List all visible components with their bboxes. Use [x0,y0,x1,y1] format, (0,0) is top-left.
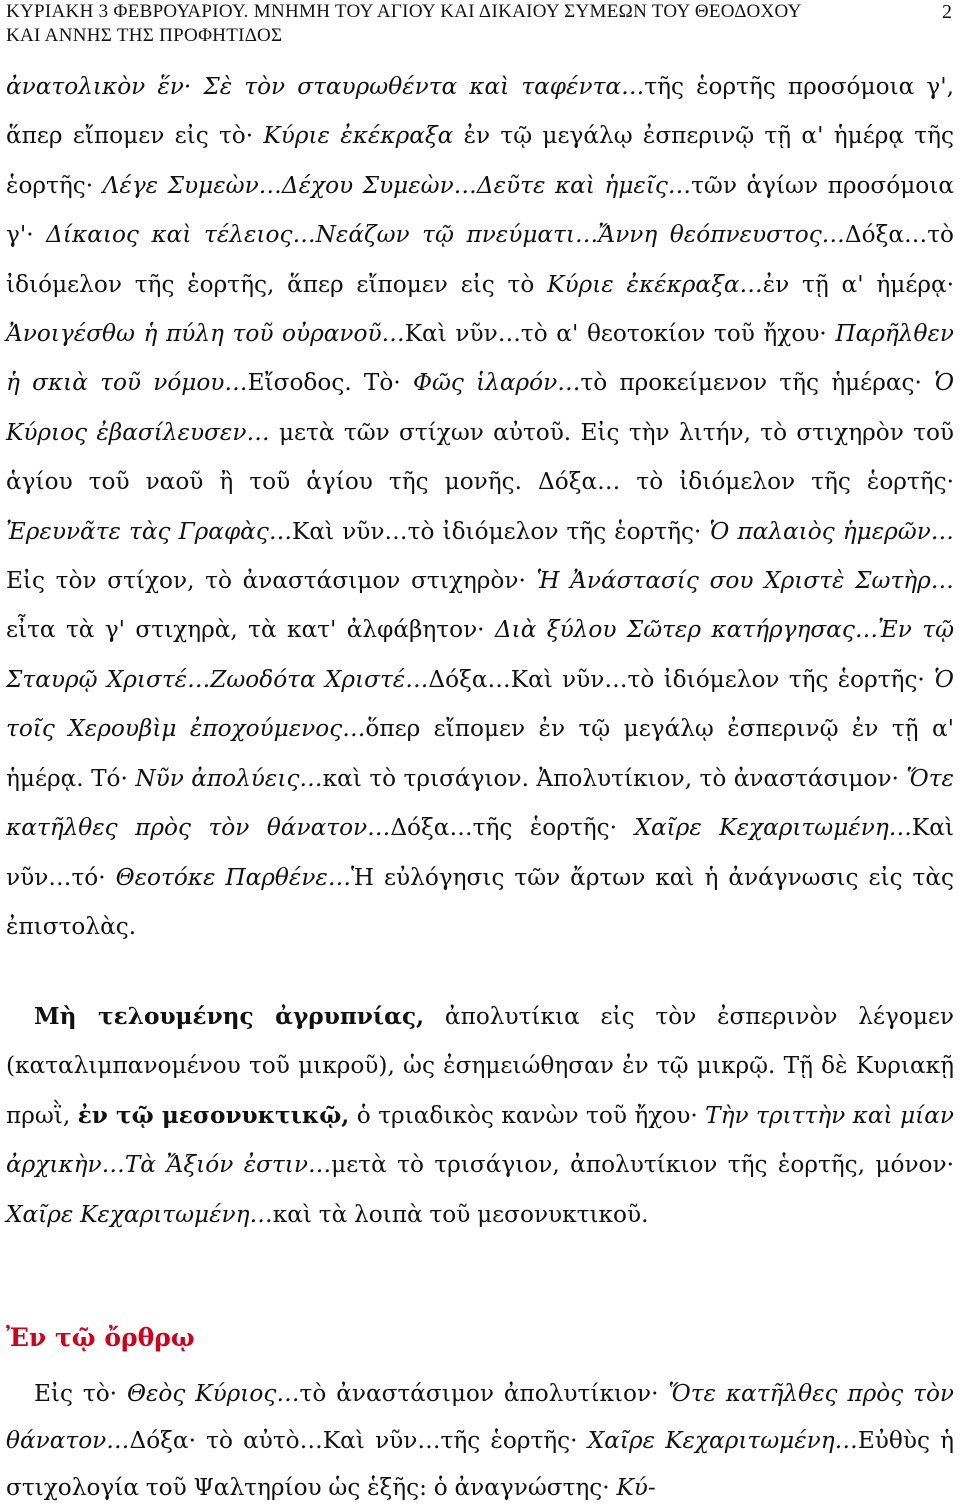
para1-segment: Καὶ νῦν…τὸ α' θεοτοκίον τοῦ ἤχου· [404,320,836,348]
paragraph-vespers [6,62,954,951]
para1-segment: Καὶ νῦν…τό· [6,814,954,891]
para1-segment: Ἡ εὐλόγησις τῶν ἄρτων καὶ ἡ ἀνάγνωσις εἰς τὰς ἐπιστολὰς. [6,863,954,940]
para1-segment: ἀνατολικὸν ἕν· Σὲ τὸν σταυρωθέντα καὶ ταφέντα… [6,73,645,100]
paragraph-orthros [6,1370,954,1511]
para1-segment: ἐν τῇ α' ἡμέρᾳ· [762,270,954,298]
para1-segment: τῆς ἑορτῆς προσόμοια γ', ἅπερ εἴπομεν εἰς τὸ· [6,73,954,150]
para1-segment: Νῦν ἀπολύεις… [135,764,323,792]
para1-segment: Εἰς τὸν στίχον, τὸ ἀναστάσιμον στιχηρὸν· [6,567,537,595]
para2-segment: Χαῖρε Κεχαριτωμένη… [6,1200,273,1228]
para1-segment: μετὰ τῶν στίχων αὐτοῦ. Εἰς τὴν λιτήν, τὸ στιχηρὸν τοῦ ἁγίου τοῦ ναοῦ ἢ τοῦ ἁγίου τῆς μονῆς. Δόξα… τὸ ἰδιόμελον τῆς ἑορτῆς· [6,418,954,496]
para1-segment: Κύριε ἐκέκραξα [263,122,454,150]
para2-segment: μετὰ τὸ τρισάγιον, ἀπολυτίκιον τῆς ἑορτῆς, μόνον· [331,1151,954,1179]
page-number: 2 [942,1,952,23]
para1-segment: Λέγε Συμεὼν…Δέχου Συμεὼν…Δεῦτε καὶ ἡμεῖς… [102,171,692,199]
para1-segment: Παρῆλθεν ἡ σκιὰ τοῦ νόμου… [6,320,955,397]
para1-segment: Ἡ Ἀνάστασίς σου Χριστὲ Σωτὴρ… [536,567,954,595]
para1-segment: Χαῖρε Κεχαριτωμένη… [634,814,912,842]
para1-segment: Ὁ παλαιὸς ἡμερῶν… [709,517,954,545]
header-title-line2: ΚΑΙ ΑΝΝΗΣ ΤΗΣ ΠΡΟΦΗΤΙΔΟΣ [6,25,283,46]
para1-segment: καὶ τὸ τρισάγιον. Ἀπολυτίκιον, τὸ ἀναστάσιμον· [322,764,907,792]
para1-segment: ὅπερ εἴπομεν ἐν τῷ μεγάλῳ ἐσπερινῷ ἐν τῇ α' ἡμέρᾳ. Τό· [6,715,955,792]
para1-segment: Δόξα…τῆς ἑορτῆς· [390,814,635,842]
para2-segment: ὁ τριαδικὸς κανὼν τοῦ ἤχου· [349,1101,706,1129]
para3-segment: Χαῖρε Κεχαριτωμένη… [587,1427,858,1454]
para1-segment: Κύριε ἐκέκραξα… [547,270,763,298]
running-header [6,0,936,48]
para1-segment: Καὶ νῦν…τὸ ἰδιόμελον τῆς ἑορτῆς· [292,517,710,545]
para1-segment: τῶν ἁγίων προσόμοια γ'· [6,171,954,249]
para3-segment: Εὐθὺς ἡ στιχολογία τοῦ Ψαλτηρίου ὡς ἑξῆς: ὁ ἀναγνώστης· [6,1427,954,1501]
para1-segment: ἐν τῷ μεγάλῳ ἐσπερινῷ τῇ α' ἡμέρᾳ τῆς ἑορτῆς· [6,122,954,199]
paragraph-no-vigil [6,992,954,1239]
para1-segment: Φῶς ἱλαρόν… [412,369,581,397]
para3-segment: Δόξα· τὸ αὐτὸ…Καὶ νῦν…τῆς ἑορτῆς· [129,1427,588,1454]
para3-segment: Θεὸς Κύριος… [126,1380,300,1407]
para1-segment: Ὅτε κατῆλθες πρὸς τὸν θάνατον… [6,764,954,842]
para3-segment: Κύ- [616,1474,656,1501]
para2-segment: Μὴ τελουμένης ἀγρυπνίας, [34,1003,425,1030]
para2-segment: ἀπολυτίκια εἰς τὸν ἐσπερινὸν λέγομεν (καταλιμπανομένου τοῦ μικροῦ), ὡς ἐσημειώθησαν ἐν τῷ μικρῷ. Τῇ δὲ Κυριακῇ πρωῒ, [6,1003,954,1129]
para2-segment: Τὴν τριττὴν καὶ μίαν ἀρχικὴν…Τὰ Ἄξιόν ἐστιν… [6,1101,954,1179]
para1-segment: εἶτα τὰ γ' στιχηρὰ, τὰ κατ' ἀλφάβητον· [6,616,495,644]
para2-segment: καὶ τὰ λοιπὰ τοῦ μεσονυκτικοῦ. [272,1200,649,1228]
para1-segment: Δόξα…Καὶ νῦν…τὸ ἰδιόμελον τῆς ἑορτῆς· [428,665,935,693]
header-title-line1: ΚΥΡΙΑΚΗ 3 ΦΕΒΡΟΥΑΡΙΟΥ. ΜΝΗΜΗ ΤΟΥ ΑΓΙΟΥ ΚΑΙ ΔΙΚΑΙΟΥ ΣΥΜΕΩΝ ΤΟΥ ΘΕΟΔΟΧΟΥ [6,1,802,22]
para1-segment: Ἐρευνᾶτε τὰς Γραφὰς… [6,517,293,545]
para1-segment: Δίκαιος καὶ τέλειος…Νεάζων τῷ πνεύματι…Ἄννη θεόπνευστος… [46,221,845,249]
para1-segment: Δόξα…τὸ ἰδιόμελον τῆς ἑορτῆς, ἅπερ εἴπομεν εἰς τὸ [6,221,954,298]
para2-segment: ἐν τῷ μεσονυκτικῷ, [77,1101,350,1129]
para3-segment: Ὅτε κατῆλθες πρὸς τὸν θάνατον… [6,1380,955,1454]
para1-segment: Εἴσοδος. Τὸ· [247,369,413,397]
para1-segment: Ὁ τοῖς Χερουβὶμ ἐποχούμενος… [6,665,954,743]
para1-segment: Θεοτόκε Παρθένε… [115,863,352,891]
para1-segment: Διὰ ξύλου Σῶτερ κατήργησας…Ἐν τῷ Σταυρῷ Χριστέ…Ζωοδότα Χριστέ… [6,616,954,693]
para3-segment: Εἰς τὸ· [34,1380,127,1407]
para1-segment: τὸ προκείμενον τῆς ἡμέρας· [580,369,935,397]
para1-segment: Ὁ Κύριος ἐβασίλευσεν… [6,369,954,446]
para1-segment: Ἀνοιγέσθω ἡ πύλη τοῦ οὐρανοῦ… [6,320,405,348]
section-heading-orthros: Ἐν τῷ ὄρθρῳ [6,1323,195,1352]
para3-segment: τὸ ἀναστάσιμον ἀπολυτίκιον· [299,1380,669,1407]
